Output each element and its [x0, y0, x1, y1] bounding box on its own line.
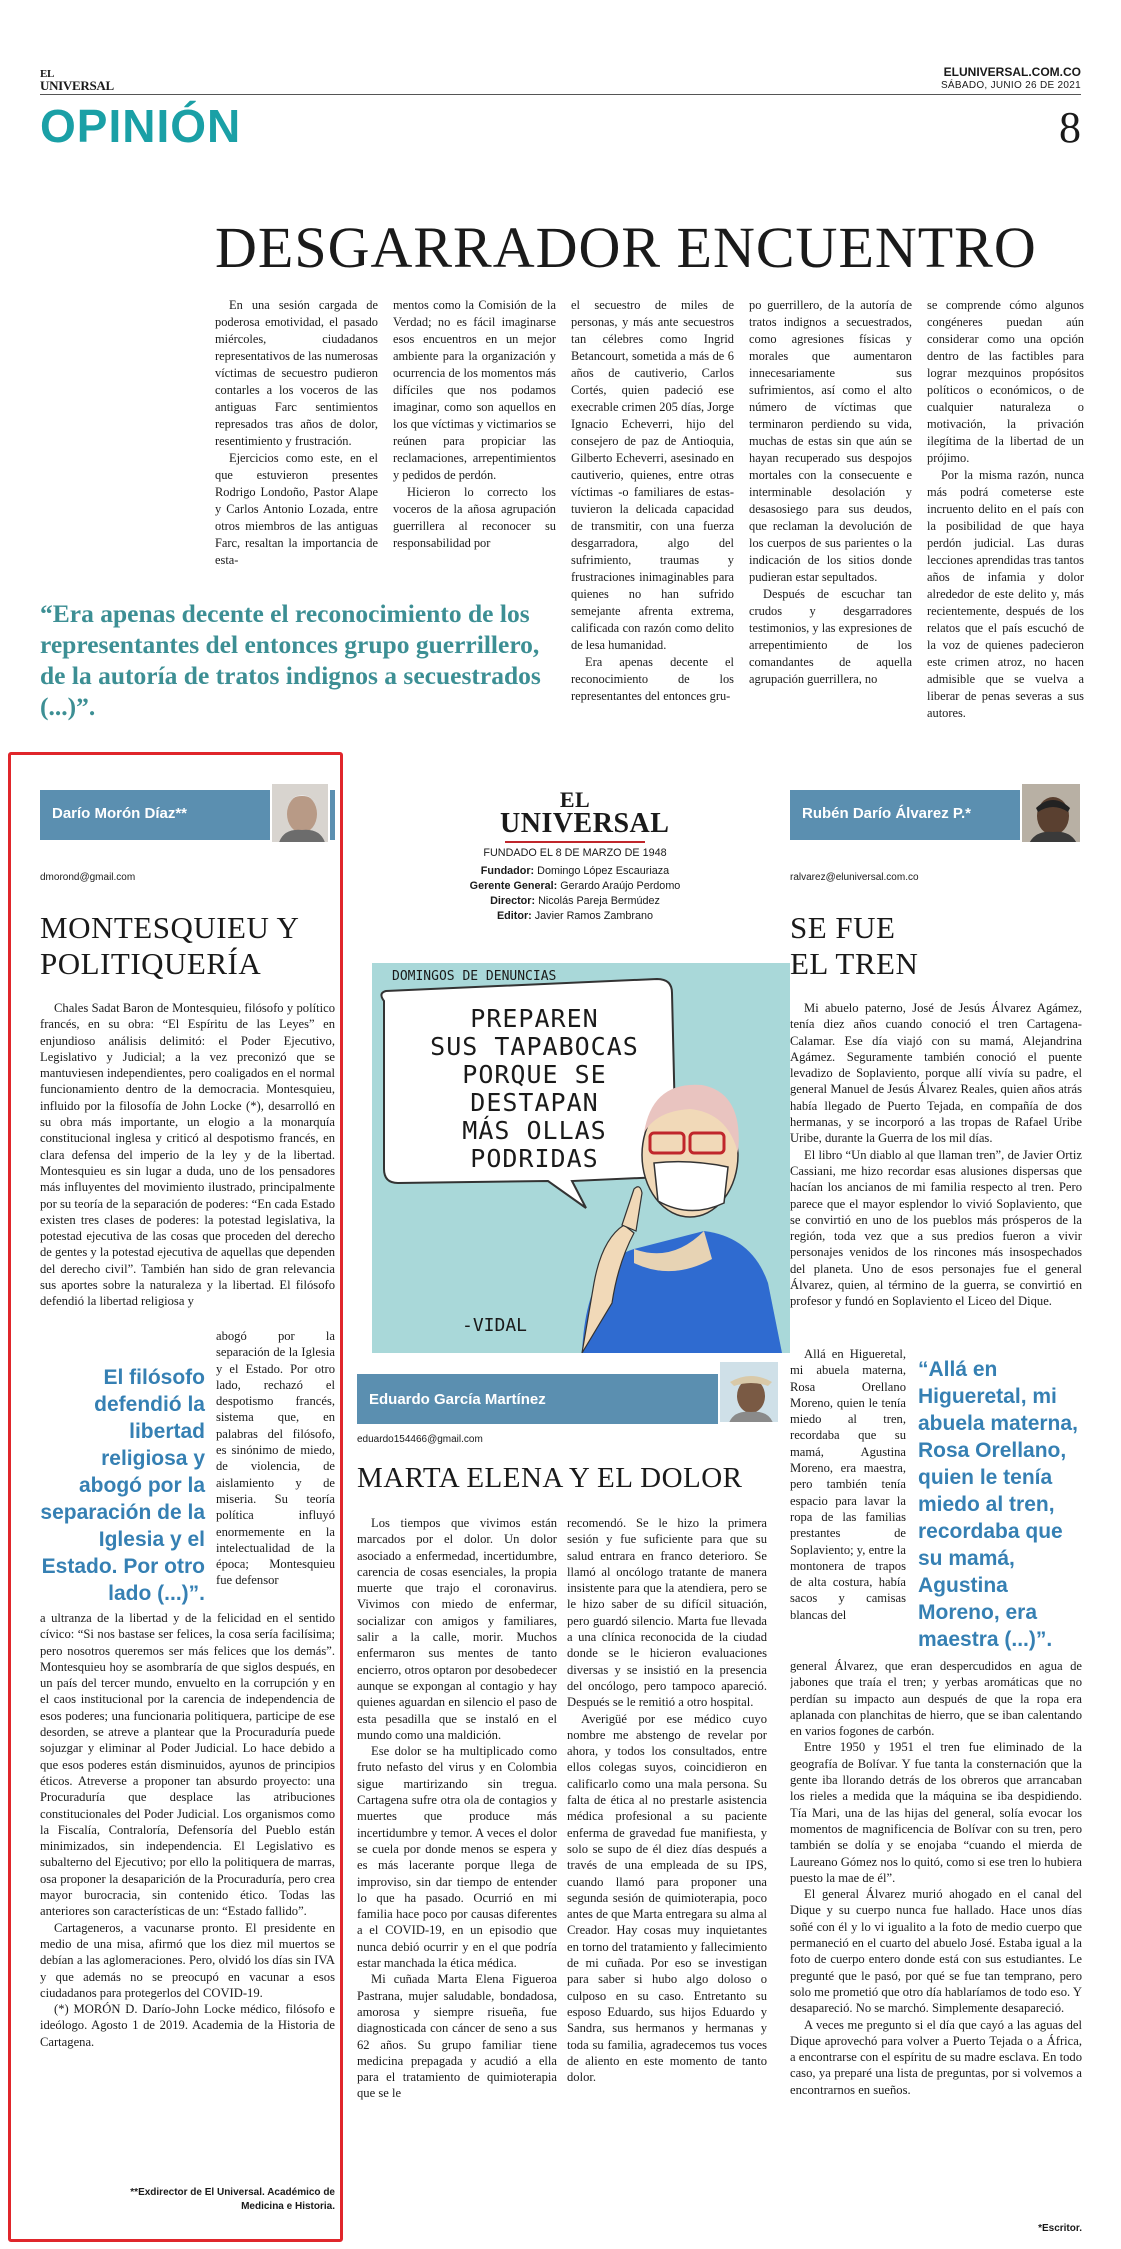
paragraph: general Álvarez, que eran despercudidos en agua de jabones que traía el tren; y yerbas aromáticas que no perdían su impacto aun después de que la ropa era aplanada con planchitas de hierro, que se iban calentando en varios fogones de carbón.	[790, 1659, 1082, 1739]
author-name: Rubén Darío Álvarez P.*	[802, 805, 971, 822]
editorial-cartoon	[372, 963, 790, 1353]
page-number: 8	[1059, 103, 1081, 152]
title-line: POLITIQUERÍA	[40, 946, 262, 981]
logo-line-2: UNIVERSAL	[40, 78, 114, 93]
article-title: MARTA ELENA Y EL DOLOR	[357, 1462, 743, 1494]
logo-line-2: UNIVERSAL	[500, 808, 670, 839]
staff-name: Nicolás Pareja Bermúdez	[538, 895, 660, 907]
editorial-column-3	[571, 297, 734, 745]
paragraph: Ejercicios como este, en el que estuvieron presentes Rodrigo Londoño, Pastor Alape y Carlos Antonio Lozada, entre otros miembros de las antiguas Farc, resaltan la importancia de esta-	[215, 451, 378, 567]
bubble-line: PODRIDAS	[470, 1144, 599, 1173]
staff-line	[350, 879, 800, 894]
masthead-rule	[40, 94, 1081, 95]
bubble-line: SUS TAPABOCAS	[430, 1032, 639, 1061]
author-email[interactable]: ralvarez@eluniversal.com.co	[790, 872, 919, 883]
paragraph: El libro “Un diablo al que llaman tren”, de Javier Ortiz Cassiani, me hizo recordar esas alusiones dispersas que hacían los ancianos de mi familia respecto al tren. Pero parece que el mayor esplendor lo vivió Soplaviento, que se convirtió en uno de los pueblos más prósperos de la región, toda vez que a sus predios fueron a vivir personajes venidos de los rincones más insospechados del planeta. Uno de esos personajes fue el general Álvarez, quien, al término de la guerra, se convirtió en profesor y fundó en Soplaviento el Liceo del Dique.	[790, 1147, 1082, 1309]
article-body-bottom	[790, 1658, 1082, 2218]
article-body-column-2	[567, 1515, 767, 2205]
author-email[interactable]: eduardo154466@gmail.com	[357, 1434, 483, 1445]
paragraph: mentos como la Comisión de la Verdad; no es fácil imaginarse esos encuentros en un mejor ambiente para la organización y ocurrencia de los momentos más difíciles que nos podamos imaginar, como son aquellos en los que víctimas y victimarios se reúnen para propiciar las reclamaciones, arrepentimientos y pedidos de perdón.	[393, 298, 556, 482]
paragraph: En una sesión cargada de poderosa emotividad, el pasado miércoles, ciudadanos representativos de las numerosas víctimas de secuestro pudieron contarles a los voceros de las antiguas Farc sentimientos represados tras años de dolor, resentimiento y frustración.	[215, 298, 378, 448]
staff-role: Fundador:	[480, 865, 535, 877]
title-line: MONTESQUIEU Y	[40, 910, 300, 945]
paragraph: Chales Sadat Baron de Montesquieu, filósofo y político francés, en su obra: “El Espíritu de las Leyes” en enjundioso análisis delimitó: el Poder Ejecutivo, Legislativo y Judicial; a la vez preconizó que se mantuviesen independientes, pero coaligados en el normal funcionamiento dentro de la democracia. Montesquieu, influido por la filosofía de John Locke (*), desarrolló en su obra más importante, un elogio a la monarquía constitucional inglesa y criticó al despotismo francés, en clara defensa del imperio de la ley y de la libertad. Montesquieu es sin lugar a duda, uno de los pensadores más influyentes del movimiento ilustrado, principalmente por su teoría de la separación de poderes: “En cada Estado existen tres clases de poderes: la potestad legislativa, la potestad ejecutiva de las cosas que proceden del derecho de gentes y la potestad ejecutiva de aquellas que dependen del derecho civil”. También han sido de gran relevancia sus aportes sobre la naturaleza y la libertad. El filósofo defendió la libertad religiosa y	[40, 1001, 335, 1309]
paragraph: abogó por la separación de la Iglesia y el Estado. Por otro lado, rechazó el despotismo francés, sistema que, en palabras del filósofo, es sinónimo de miedo, de violencia, de aislamiento y de miseria. Su teoría política influyó enormemente en la intelectualidad de la época; Montesquieu fue defensor	[216, 1329, 335, 1588]
logo-line-1: EL	[559, 787, 591, 812]
paragraph: recomendó. Se le hizo la primera sesión y fue suficiente para que su salud entrara en franco deterioro. Se llamó al oncólogo tratante de manera insistente para que la atendiera, pero se le hizo saber de su difícil situación, pero guardó silencio. Marta fue llevada a una clínica reconocida de la ciudad donde se le hicieron evaluaciones diversas y se insistió en la presencia del oncólogo, pero tampoco apareció. Después se le remitió a otro hospital.	[567, 1516, 767, 1710]
avatar	[1020, 782, 1082, 844]
issue-date: SÁBADO, JUNIO 26 DE 2021	[940, 80, 1081, 91]
paragraph: Mi abuelo paterno, José de Jesús Álvarez Agámez, tenía diez años cuando conoció el tren Cartagena-Calamar. Ese día viajó con su mamá, Alejandrina Agámez. Seguramente también conoció el puente levadizo de Soplaviento, porque allí vivía su padre, el general Manuel de Jesús Álvarez Reales, quien años atrás había llegado de Puerto Tejada, en compañía de dos hermanas, y se incorporó a las tropas de Rafael Uribe Uribe, durante la Guerra de los mil días.	[790, 1001, 1082, 1146]
columnist-bar-center	[357, 1374, 767, 1424]
staff-name: Gerardo Araújo Perdomo	[560, 880, 681, 892]
article-body-narrow	[216, 1328, 335, 1608]
editorial-column-1	[215, 297, 378, 595]
article-body-bottom	[40, 1610, 335, 2185]
paragraph: El general Álvarez murió ahogado en el canal del Dique y su cuerpo nunca fue hallado. Hace unos días soñé con él y lo vi igualito a la foto de medio cuerpo que permaneció en el cuarto del abuelo José. Estaba igual a la foto de cuerpo entero donde está con sus estudiantes. Le pregunté que le pasó, por qué se fue tan temprano, pero solo me prometió que otro día hablaríamos de todo eso. Y desapareció. No se marchó. Simplemente desapareció.	[790, 1887, 1082, 2016]
footnote-line: **Exdirector de El Universal. Académico de	[130, 2187, 335, 2198]
paragraph: Hicieron lo correcto los voceros de la añosa agrupación guerrillera al reconocer su responsabilidad por	[393, 485, 556, 550]
paragraph: Allá en Higueretal, mi abuela materna, Rosa Orellano Moreno, quien le tenía miedo al tren, recordaba que su mamá, Agustina Moreno, era maestra, pero también tenía espacio para lavar la ropa de las familias prestantes de Soplaviento; y, entre la montonera de trapos de alta costura, había sacos y camisas blancas del	[790, 1347, 906, 1622]
avatar	[718, 1360, 780, 1424]
paragraph: Averigüé por ese médico cuyo nombre me abstengo de revelar por ahora, y todos los consultados, entre ellos colegas suyos, coincidieron en calificarlo como una mala persona. Su falta de ética al no prestarle asistencia médica profesional a su paciente enferma de gravedad fue manifiesta, y solo se supo de él diez días después a través de una empleada de su IPS, cuando llamó para proponer una segunda sesión de quimioterapia, poco antes de que Marta entregara su alma al Creador. Hay cosas muy inquietantes en torno del tratamiento y fallecimiento de mi cuñada. Por eso se investigan para saber si hubo algo doloso o culposo en su caso. Entretanto su esposo Eduardo, sus hijos Eduardo y Sandra, sus hermanos y hermanas y toda su familia, agradecemos tus voces de aliento en este momento de tanto dolor.	[567, 1711, 767, 2085]
site-url[interactable]: ELUNIVERSAL.COM.CO	[943, 65, 1081, 79]
staff-role: Editor:	[496, 910, 532, 922]
bubble-line: PREPAREN	[470, 1004, 599, 1033]
article-body-narrow	[790, 1346, 906, 1656]
avatar	[270, 782, 330, 844]
title-line: EL TREN	[790, 946, 919, 981]
editorial-column-5	[927, 297, 1084, 745]
editorial-column-4	[749, 297, 912, 745]
paragraph: Los tiempos que vivimos están marcados por el dolor. Un dolor asociado a enfermedad, incertidumbre, carencia de cosas esenciales, la propia muerte que trajo el coronavirus. Vivimos con miedo de enfermar, socializar con amigos y familiares, salir a la calle, morir. Muchos enfermaron sus mentes de tanto encierro, otros optaron por desobedecer aunque se expongan al contagio y hay quienes aguardan en silencio el paso de esta pesadilla que se instaló en el mundo como una maldición.	[357, 1516, 557, 1742]
article-body-top	[790, 1000, 1082, 1344]
author-name: Darío Morón Díaz**	[52, 805, 188, 822]
cartoon-signature: -VIDAL	[462, 1315, 528, 1336]
editorial-pull-quote: “Era apenas decente el reconocimiento de los representantes del entonces grupo guerrillero, de la autoría de tratos indignos a secuestrados (...)”.	[40, 599, 541, 721]
paragraph: Mi cuñada Marta Elena Figueroa Pastrana, mujer saludable, bondadosa, amorosa y siempre risueña, fue diagnosticada con cáncer de seno a sus 62 años. Su grupo familiar tiene medicina prepagada y acudió a ella para el tratamiento de quimioterapia que se le	[357, 1972, 557, 2101]
bubble-line: PORQUE SE	[462, 1060, 607, 1089]
staff-line	[350, 894, 800, 909]
staff-role: Director:	[490, 895, 536, 907]
staff-name: Domingo López Escauriaza	[537, 865, 670, 877]
article-body-top	[40, 1000, 335, 1326]
newspaper-logo	[500, 787, 670, 839]
bubble-line: MÁS OLLAS	[462, 1116, 607, 1145]
author-email[interactable]: dmorond@gmail.com	[40, 872, 136, 883]
paragraph: Era apenas decente el reconocimiento de los representantes del entonces gru-	[571, 655, 734, 703]
paragraph: Después de escuchar tan crudos y desgarradores testimonios, y las expresiones de arrepentimiento de los comandantes de aquella agrupación guerrillera, no	[749, 587, 912, 686]
masthead-logo	[40, 68, 114, 92]
footnote-line: Medicina e Historia.	[241, 2201, 335, 2212]
cartoon-heading: DOMINGOS DE DENUNCIAS	[392, 969, 557, 984]
author-photo-icon	[272, 784, 330, 844]
staff-name: Javier Ramos Zambrano	[534, 910, 653, 922]
section-title: OPINIÓN	[40, 100, 242, 152]
bubble-line: DESTAPAN	[470, 1088, 599, 1117]
paragraph: se comprende cómo algunos congéneres puedan aún considerar como una opción dentro de las factibles para lograr mezquinos propósitos políticos o económicos, o de cualquier naturaleza o motivación, la privación ilegítima de la libertad de un prójimo.	[927, 298, 1084, 465]
logo-line-1: EL	[40, 68, 55, 80]
author-photo-icon	[720, 1362, 780, 1424]
logo-rule	[505, 841, 645, 843]
staff-line	[350, 909, 800, 924]
paragraph: Cartageneros, a vacunarse pronto. El presidente en medio de una misa, afirmó que los diez mil muertos se debían a las aglomeraciones. Pero, olvidó los días sin IVA y que además no se preocupó en vacunar a esos ciudadanos para protegerlos del COVID-19.	[40, 1920, 335, 2000]
author-photo-icon	[1022, 784, 1082, 844]
staff-line	[350, 864, 800, 879]
paragraph: po guerrillero, de la autoría de tratos indignos a secuestrados, como agresiones físicas y morales que aumentaron innecesariamente sus sufrimientos, así como el alto número de víctimas que terminaron perdiendo su vida, muchas de estas sin que aún se hayan recuperado sus despojos mortales con la consecuente e interminable desolación y desasosiego para sus deudos, que reclaman la devolución de los cuerpos de sus parientes o la indicación de los sitios donde pudieran estar sepultados.	[749, 298, 912, 584]
article-title	[790, 910, 918, 982]
staff-role: Gerente General:	[469, 880, 558, 892]
paragraph: A veces me pregunto si el día que cayó a las aguas del Dique aprovechó para volver a Puerto Tejada o a África, a encontrarse con el espíritu de su madre esclava. En todo caso, ya preparé una lista de preguntas, por si volvemos a encontrarnos en sueños.	[790, 2017, 1082, 2097]
author-footnote: *Escritor.	[1038, 2223, 1082, 2234]
founded-line: FUNDADO EL 8 DE MARZO DE 1948	[483, 847, 667, 859]
article-body-column-1	[357, 1515, 557, 2205]
paragraph: Ese dolor se ha multiplicado como fruto nefasto del virus y en Colombia sigue martirizando sin tregua. Cartagena sufre otra ola de contagios y muertes que produce más incertidumbre y temor. A veces el dolor se cuela por donde menos se espera y es más lacerante porque llega de improviso, sin dar tiempo de entender lo que ha pasado. Ocurrió en mi familia hace poco por causas diferentes a el COVID-19, en un episodio que nunca debió ocurrir y en el que podría estar manchada la ética médica.	[357, 1744, 557, 1971]
author-footnote	[40, 2186, 335, 2214]
editorial-title: DESGARRADOR ENCUENTRO	[215, 215, 1037, 280]
paragraph: el secuestro de miles de personas, y más ante secuestros tan célebres como Ingrid Betancourt, sometida a más de 6 años de cautiverio, Carlos Cortés, quien padeció ese execrable crimen 205 días, Jorge Ignacio Echeverri, hijo del consejero de paz de Antioquia, Gilberto Echeverri, asesinado en cautiverio, quienes, entre otras víctimas -o familiares de estas- tuvieron la delicada capacidad de transmitir, con una fuerza desgarradora, algo del sufrimiento, traumas y frustraciones inimaginables para quienes no han sufrido semejante afrenta extrema, calificada con razón como delito de lesa humanidad.	[571, 298, 734, 652]
title-line: SE FUE	[790, 910, 896, 945]
author-name: Eduardo García Martínez	[369, 1391, 546, 1408]
pull-quote: El filósofo defendió la libertad religiosa y abogó por la separación de la Iglesia y el Estado. Por otro lado (...)”.	[40, 1366, 205, 1605]
cartoon-bubble-text	[402, 1005, 667, 1173]
paragraph: Entre 1950 y 1951 el tren fue eliminado de la geografía de Bolívar. Y fue tanta la consternación que la gente iba llorando detrás de los obreros que arrancaban los rieles a medida que la máquina se iba despidiendo. Tía Mari, una de las hijas del general, solía evocar los momentos de magnificencia de Bolívar con su tren, pero también se dolía y se enojaba “cuando el mierda de Laureano Gómez nos lo quitó, como si ese tren lo hubiera puesto la mae de él”.	[790, 1740, 1082, 1885]
editorial-column-2	[393, 297, 556, 595]
paragraph: a ultranza de la libertad y de la felicidad en el sentido cívico: “Si nos bastase ser felices, la cosa sería facilísima; pero nosotros queremos ser más felices que los demás”. Montesquieu hoy se asombraría de que siglos después, en un país del tercer mundo, envuelto en la corrupción y en el caos institucional por la carencia de independencia de esos poderes; una funcionaria politiquera, participe de ese desorden, se atreve a plantear que la Procuraduría puede sojuzgar y eliminar al Poder Judicial. Lo hace debido a que esos poderes están disminuidos, ayunos de principios éticos. Atreverse a proponer tan absurdo proyecto: una Procuraduría que desplace las atribuciones constitucionales del Poder Judicial. Los organismos como la Fiscalía, Contraloría, Defensoría del Pueblo están minimizados, sin independencia. El Legislativo es subalterno del Ejecutivo; por ello la politiquera de marras, osa proponer la desaparición de la Procuraduría, pero crea mayor burocracia, sin contenido ético. Todas las anteriores son características de un: “Estado fallido”.	[40, 1611, 335, 1919]
pull-quote: “Allá en Higueretal, mi abuela materna, Rosa Orellano, quien le tenía miedo al tren, recordaba que su mamá, Agustina Moreno, era maestra (...)”.	[918, 1358, 1078, 1651]
paragraph: Por la misma razón, nunca más podrá cometerse este incruento delito en el país con la posibilidad de que haya perdón judicial. Las duras lecciones aprendidas tras tantos años de infamia y dolor alrededor de este delito y, más recientemente, después de los relatos que el país escuchó de la voz de quienes padecieron este crimen atroz, no hacen admisible que se vuelva a liberar de penas severas a sus autores.	[927, 468, 1084, 720]
article-title	[40, 910, 299, 982]
paragraph: (*) MORÓN D. Darío-John Locke médico, filósofo e ideólogo. Agosto 1 de 2019. Academia de la Historia de Cartagena.	[40, 2002, 335, 2049]
